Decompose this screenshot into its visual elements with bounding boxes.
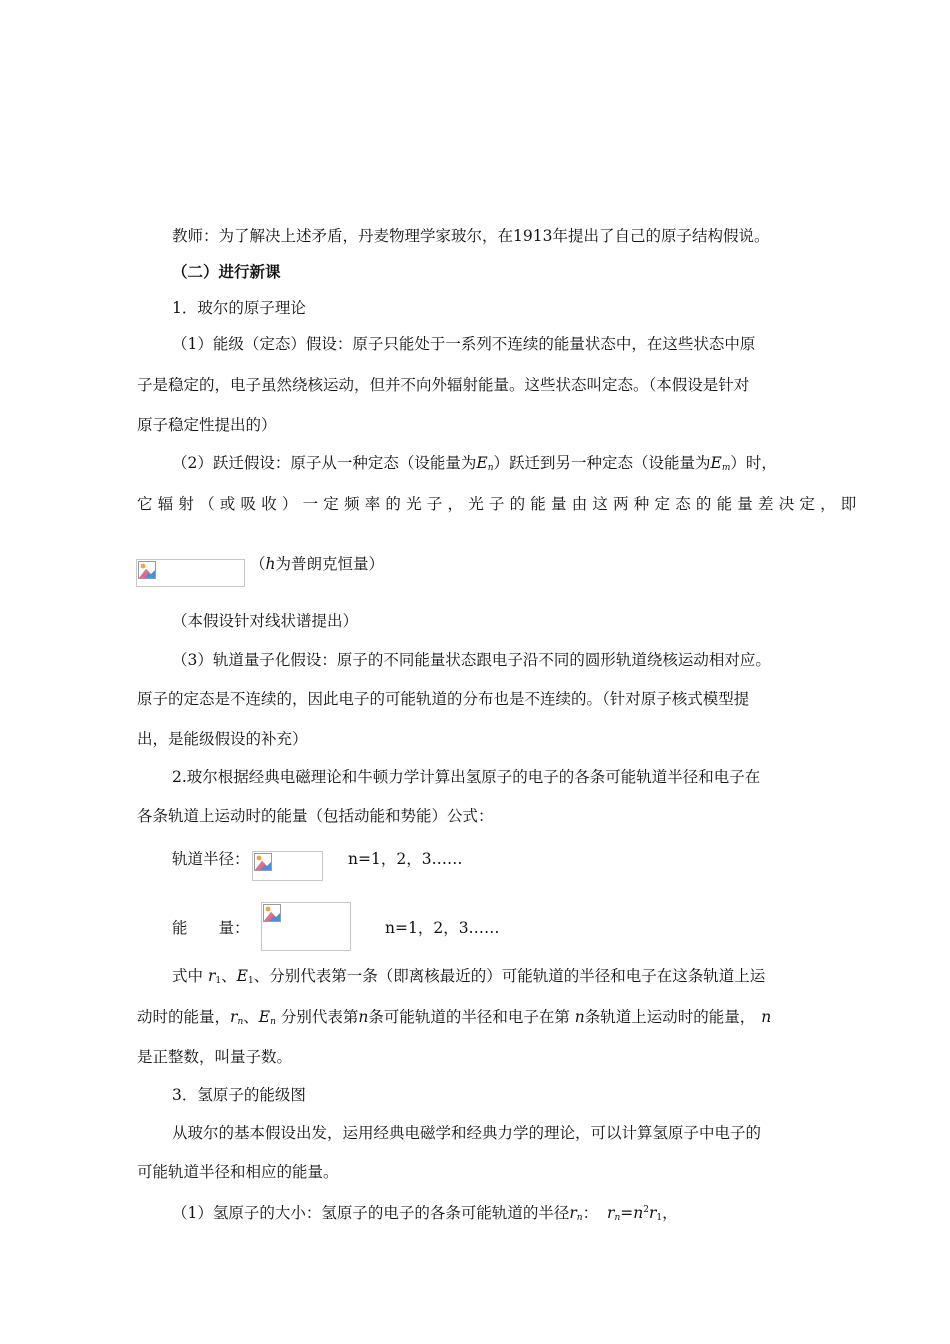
broken-image-icon bbox=[138, 561, 156, 579]
energy-label: 能 量： bbox=[172, 919, 250, 937]
paragraph-line: 可能轨道半径和相应的能量。 bbox=[137, 1163, 339, 1181]
orbit-radius-formula-image bbox=[252, 851, 323, 881]
formula-note: （h为普朗克恒量） bbox=[250, 555, 385, 573]
paragraph-line: （1）能级（定态）假设：原子只能处于一系列不连续的能量状态中，在这些状态中原 bbox=[172, 335, 756, 353]
paragraph-line: 原子稳定性提出的） bbox=[137, 416, 277, 434]
paragraph-line: 出，是能级假设的补充） bbox=[137, 730, 308, 748]
broken-image-icon bbox=[263, 904, 281, 922]
paragraph-line: （3）轨道量子化假设：原子的不同能量状态跟电子沿不同的圆形轨道绕核运动相对应。 bbox=[172, 651, 771, 669]
formula-image-placeholder bbox=[136, 559, 245, 587]
energy-formula-image bbox=[261, 902, 351, 951]
paragraph-line: （1）氢原子的大小：氢原子的电子的各条可能轨道的半径$r_n$： $r_n=n^2r_1$， bbox=[172, 1204, 678, 1223]
paragraph-line: 式中 $r_1$、$E_1$、分别代表第一条（即离核最近的）可能轨道的半径和电子在这条轨道上运 bbox=[172, 967, 766, 986]
paragraph-line: 从玻尔的基本假设出发，运用经典电磁学和经典力学的理论，可以计算氢原子中电子的 bbox=[172, 1124, 762, 1142]
paragraph-line: 是正整数，叫量子数。 bbox=[137, 1048, 293, 1066]
subheading-hydrogen-levels: 3．氢原子的能级图 bbox=[172, 1086, 306, 1104]
quantum-number-range: n=1，2，3…… bbox=[348, 850, 463, 868]
teacher-statement: 教师：为了解决上述矛盾，丹麦物理学家玻尔，在1913年提出了自己的原子结构假说。 bbox=[172, 227, 770, 245]
paragraph-line: 原子的定态是不连续的，因此电子的可能轨道的分布也是不连续的。（针对原子核式模型提 bbox=[137, 690, 750, 708]
broken-image-icon bbox=[254, 853, 272, 871]
paragraph-line: 动时的能量，$r_n$、$E_n$ 分别代表第n条可能轨道的半径和电子在第 n条轨道上运动时的能量， n bbox=[137, 1008, 772, 1027]
quantum-number-range: n=1，2，3…… bbox=[385, 919, 500, 937]
paragraph-line: （2）跃迁假设：原子从一种定态（设能量为$E_n$）跃迁到另一种定态（设能量为$E_m$）时， bbox=[172, 454, 777, 473]
paragraph-line: 子是稳定的，电子虽然绕核运动，但并不向外辐射能量。这些状态叫定态。（本假设是针对 bbox=[137, 376, 750, 394]
paragraph-line: 各条轨道上运动时的能量（包括动能和势能）公式： bbox=[137, 807, 494, 825]
paragraph-line: 2.玻尔根据经典电磁理论和牛顿力学计算出氢原子的电子的各条可能轨道半径和电子在 bbox=[172, 768, 761, 786]
section-heading-new-lesson: （二）进行新课 bbox=[172, 262, 281, 281]
paragraph-line: （本假设针对线状谱提出） bbox=[172, 612, 359, 630]
subheading-bohr-theory: 1．玻尔的原子理论 bbox=[172, 299, 306, 317]
orbit-radius-label: 轨道半径： bbox=[172, 850, 250, 868]
paragraph-line: 它辐射（或吸收）一定频率的光子，光子的能量由这两种定态的能量差决定，即 bbox=[137, 495, 862, 513]
